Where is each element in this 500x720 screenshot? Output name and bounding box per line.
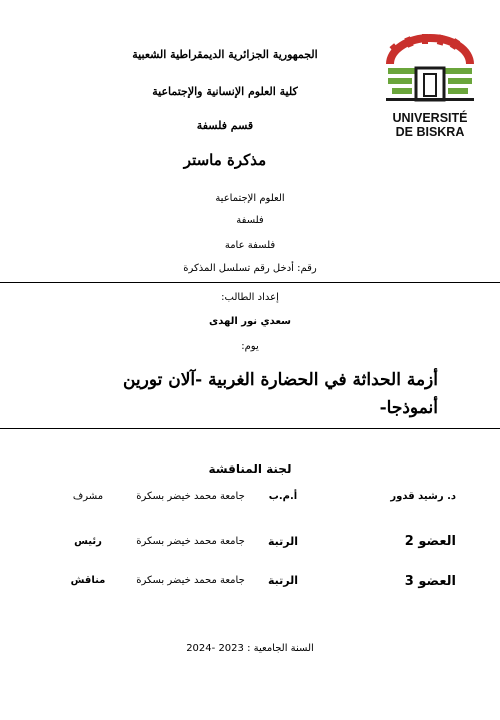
logo-line2: DE BISKRA bbox=[395, 125, 465, 139]
thesis-title-line1: أزمة الحداثة في الحضارة الغربية -آلان تورين bbox=[122, 370, 438, 390]
jury-member-rank: أ.م.ب bbox=[268, 491, 298, 502]
bottom-separator bbox=[0, 428, 500, 429]
jury-member-university: جامعة محمد خيضر بسكرة bbox=[136, 491, 245, 502]
domain-text: العلوم الإجتماعية bbox=[215, 193, 285, 204]
thesis-title bbox=[14, 366, 438, 422]
jury-member-university: جامعة محمد خيضر بسكرة bbox=[136, 575, 245, 586]
department-line: قسم فلسفة bbox=[196, 119, 254, 132]
university-logo bbox=[378, 34, 482, 146]
field-text: فلسفة bbox=[236, 215, 264, 226]
day-label: يوم: bbox=[241, 341, 259, 352]
academic-year: السنة الجامعية : 2023 -2024 bbox=[186, 643, 314, 654]
jury-member-role: مشرف bbox=[72, 491, 104, 502]
jury-member-name: العضو 2 bbox=[404, 534, 456, 549]
top-separator bbox=[0, 282, 500, 283]
jury-member-university: جامعة محمد خيضر بسكرة bbox=[136, 536, 245, 547]
jury-member-rank: الرتبة bbox=[267, 574, 299, 587]
faculty-line: كلية العلوم الإنسانية والإجتماعية bbox=[152, 85, 298, 98]
serial-number: رقم: أدخل رقم تسلسل المذكرة bbox=[183, 263, 317, 274]
logo-line1: UNIVERSITÉ bbox=[392, 111, 468, 125]
specialization-text: فلسفة عامة bbox=[224, 240, 276, 251]
thesis-title-line2: أنموذجا- bbox=[379, 398, 438, 418]
jury-member-name: العضو 3 bbox=[404, 574, 456, 589]
republic-line: الجمهورية الجزائرية الديمقراطية الشعبية bbox=[132, 48, 318, 61]
jury-member-name: د. رشيد قدور bbox=[390, 491, 456, 502]
prepared-by-label: إعداد الطالب: bbox=[221, 292, 279, 303]
logo-blocks bbox=[386, 68, 474, 101]
jury-heading: لجنة المناقشة bbox=[208, 462, 292, 476]
memo-type: مذكرة ماستر bbox=[183, 151, 267, 169]
jury-member-role: مناقش bbox=[70, 575, 106, 586]
jury-member-role: رئيس bbox=[74, 536, 102, 547]
student-name: سعدي نور الهدى bbox=[209, 316, 291, 327]
jury-member-rank: الرتبة bbox=[267, 535, 299, 548]
